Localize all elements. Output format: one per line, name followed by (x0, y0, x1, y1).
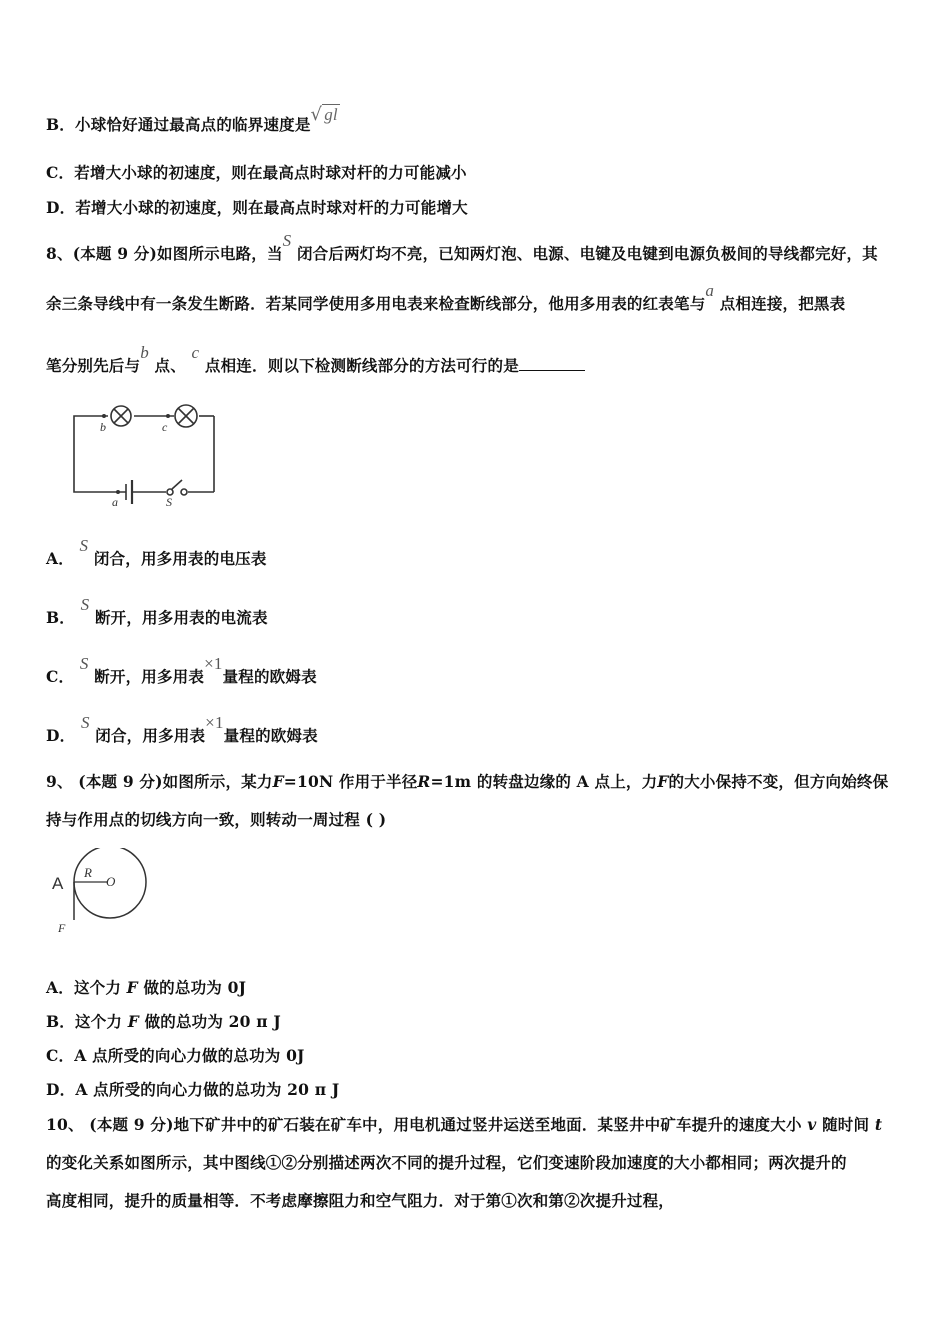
disk-diagram (48, 848, 158, 938)
label-a: a (112, 495, 118, 509)
answer-blank (519, 356, 585, 371)
q8-stem-line3: 笔分别先后与b 点、 c 点相连．则以下检测断线部分的方法可行的是 (46, 354, 585, 376)
q8-stem-line1: 8、(本题 9 分)如图所示电路，当S 闭合后两灯均不亮，已知两灯泡、电源、电键及电键到电源负极间的导线都完好，其 (46, 231, 878, 263)
label-O: O (106, 874, 116, 889)
label-b: b (100, 420, 106, 434)
switch-icon (172, 480, 182, 489)
q9-option-a: A．这个力 F 做的总功为 0J (46, 978, 247, 997)
q7-option-c: C．若增大小球的初速度，则在最高点时球对杆的力可能减小 (46, 163, 467, 182)
q8-stem-line2: 余三条导线中有一条发生断路．若某同学使用多用电表来检查断线部分，他用多用表的红表笔与a 点相连接，把黑表 (46, 281, 846, 313)
q10-stem-line1: 10、 (本题 9 分)地下矿井中的矿石装在矿车中，用电机通过竖井运送至地面．某竖井中矿车提升的速度大小 v 随时间 t (46, 1115, 883, 1134)
q8-option-d: D． S 闭合，用多用表×1量程的欧姆表 (46, 713, 318, 745)
label-R: R (84, 865, 92, 880)
q10-stem-line3: 高度相同，提升的质量相等．不考虑摩擦阻力和空气阻力．对于第①次和第②次提升过程， (46, 1191, 675, 1210)
label-c: c (162, 420, 168, 434)
q9-option-c: C．A 点所受的向心力做的总功为 0J (46, 1046, 305, 1065)
q9-option-b: B．这个力 F 做的总功为 20 π J (46, 1012, 281, 1031)
q8-option-b: B． S 断开，用多用表的电流表 (46, 595, 268, 627)
q9-stem-line2: 持与作用点的切线方向一致，则转动一周过程 ( ) (46, 810, 387, 829)
q9-option-d: D．A 点所受的向心力做的总功为 20 π J (46, 1080, 340, 1099)
q7-option-b: B．小球恰好通过最高点的临界速度是√ gl (46, 104, 338, 134)
q9-stem-line1: 9、 (本题 9 分)如图所示，某力F=10N 作用于半径R=1m 的转盘边缘的 A 点上，力F的大小保持不变，但方向始终保 (46, 772, 889, 791)
q10-stem-line2: 的变化关系如图所示，其中图线①②分别描述两次不同的提升过程，它们变速阶段加速度的大小都相同；两次提升的 (46, 1153, 847, 1172)
sqrt-formula: √ gl (310, 104, 338, 125)
label-F: F (58, 921, 66, 935)
circuit-diagram (66, 400, 226, 515)
q8-option-a: A． S 闭合，用多用表的电压表 (46, 536, 267, 568)
q8-option-c: C． S 断开，用多用表×1量程的欧姆表 (46, 654, 317, 686)
label-s: S (166, 495, 172, 509)
q7-option-d: D．若增大小球的初速度，则在最高点时球对杆的力可能增大 (46, 198, 468, 217)
label-A: A (52, 874, 64, 893)
